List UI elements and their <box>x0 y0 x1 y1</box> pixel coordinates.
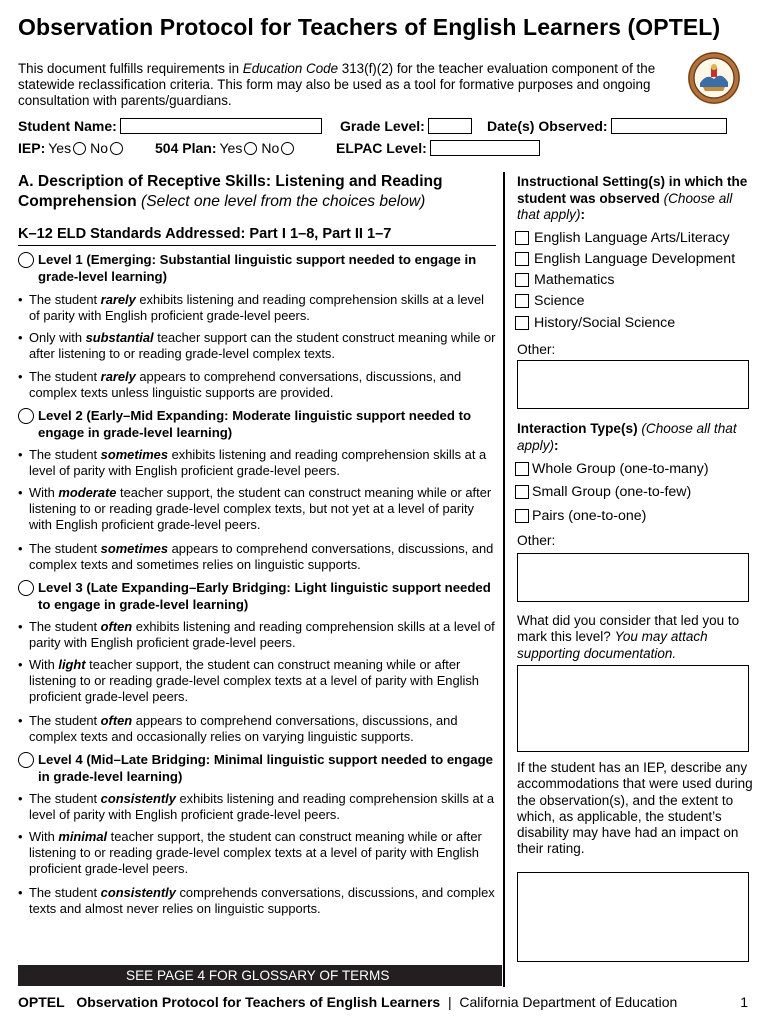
dates-observed-row <box>487 118 727 134</box>
plan504-yes-radio[interactable] <box>244 142 257 155</box>
setting-history-checkbox[interactable] <box>515 316 529 330</box>
student-name-field[interactable] <box>120 118 322 134</box>
plan504-label: 504 Plan: <box>155 140 217 156</box>
interaction-pairs-label: Pairs (one-to-one) <box>532 508 647 524</box>
plan504-yes-label: Yes <box>219 140 243 156</box>
elpac-label: ELPAC Level: <box>336 140 427 156</box>
level-2-radio[interactable] <box>18 408 34 424</box>
setting-science-option[interactable] <box>515 293 584 309</box>
setting-science-label: Science <box>534 293 585 309</box>
instructional-settings-heading: Instructional Setting(s) in which the student was observed (Choose all that apply): <box>517 174 748 222</box>
setting-history-label: History/Social Science <box>534 315 676 331</box>
interaction-type-heading: Interaction Type(s) (Choose all that apply): <box>517 421 737 453</box>
footer-acronym: OPTEL <box>18 994 65 1010</box>
level-4-radio[interactable] <box>18 752 34 768</box>
iep-label: IEP: <box>18 140 46 156</box>
iep-accommodations-prompt: If the student has an IEP, describe any accommodations that were used during the observation(s), and the extent to which, as applicable, the student’s disability may have had an impact on their rating. <box>517 760 753 857</box>
setting-eld-label: English Language Development <box>534 251 736 267</box>
interaction-small-option[interactable] <box>515 484 691 500</box>
interaction-pairs-checkbox[interactable] <box>515 509 529 523</box>
standards-addressed: K–12 ELD Standards Addressed: Part I 1–8, Part II 1–7 <box>18 226 392 242</box>
list-item: • The student consistently comprehends conversations, discussions, and complex texts and almost never relies on linguistic supports. <box>18 885 495 917</box>
level-4-title: Level 4 (Mid–Late Bridging: Minimal linguistic support needed to engage in grade-level learning) <box>38 752 494 784</box>
level-1-option[interactable] <box>18 252 496 285</box>
interaction-whole-checkbox[interactable] <box>515 462 529 476</box>
list-item: • The student sometimes exhibits listening and reading comprehension skills at a level of parity with English proficient grade-level peers. <box>18 447 487 479</box>
level-1-radio[interactable] <box>18 252 34 268</box>
intro-text: This document fulfills requirements in Education Code 313(f)(2) for the teacher evaluation component of the statewide reclassification criteria. This form may also be used as a tool for formative purposes and ongoing consultation with parents/guardians. <box>18 61 656 109</box>
settings-other-label: Other: <box>517 342 556 357</box>
setting-ela-option[interactable] <box>515 230 730 246</box>
elpac-row <box>336 140 540 156</box>
list-item: • With minimal teacher support, the student can construct meaning while or after listening to or reading grade-level complex texts at a level of parity with English proficient grade-level peers. <box>18 829 482 877</box>
list-item: • The student consistently exhibits listening and reading comprehension skills at a level of parity with English proficient grade-level peers. <box>18 791 495 823</box>
footer-separator: | <box>447 994 452 1010</box>
glossary-banner: SEE PAGE 4 FOR GLOSSARY OF TERMS <box>18 965 502 986</box>
footer-doc-title: Observation Protocol for Teachers of English Learners <box>76 994 441 1010</box>
plan504-row <box>155 140 298 156</box>
page-number: 1 <box>740 994 748 1010</box>
list-item: • With light teacher support, the student can construct meaning while or after listening to or reading grade-level complex texts at a level of parity with English proficient grade-level peers. <box>18 657 479 705</box>
dates-observed-field[interactable] <box>611 118 727 134</box>
iep-accommodations-field[interactable] <box>517 872 749 962</box>
list-item: • The student sometimes appears to comprehend conversations, discussions, and complex texts and sometimes relies on linguistic supports. <box>18 541 494 573</box>
grade-level-label: Grade Level: <box>340 118 425 134</box>
setting-science-checkbox[interactable] <box>515 294 529 308</box>
list-item: • The student rarely exhibits listening and reading comprehension skills at a level of parity with English proficient grade-level peers. <box>18 292 485 324</box>
cde-seal-icon <box>687 51 741 105</box>
setting-ela-label: English Language Arts/Literacy <box>534 230 730 246</box>
plan504-no-label: No <box>261 140 280 156</box>
setting-math-label: Mathematics <box>534 272 615 288</box>
interaction-small-checkbox[interactable] <box>515 485 529 499</box>
level-4-option[interactable] <box>18 752 496 785</box>
footer-department: California Department of Education <box>459 994 678 1010</box>
plan504-no-radio[interactable] <box>281 142 294 155</box>
standards-rule <box>18 245 496 246</box>
level-2-option[interactable] <box>18 408 496 441</box>
dates-observed-label: Date(s) Observed: <box>487 118 608 134</box>
list-item: • Only with substantial teacher support can the student construct meaning while or after listening to or reading grade-level complex texts. <box>18 330 496 362</box>
page-title: Observation Protocol for Teachers of English Learners (OPTEL) <box>18 14 721 40</box>
level-3-title: Level 3 (Late Expanding–Early Bridging: Light linguistic support needed to engage in grade-level learning) <box>38 580 491 612</box>
student-name-label: Student Name: <box>18 118 117 134</box>
level-rationale-prompt: What did you consider that led you to mark this level? You may attach supporting documentation. <box>517 613 740 661</box>
iep-no-label: No <box>90 140 108 156</box>
iep-yes-radio[interactable] <box>73 142 86 155</box>
setting-eld-checkbox[interactable] <box>515 252 529 266</box>
level-2-title: Level 2 (Early–Mid Expanding: Moderate linguistic support needed to engage in grade-level learning) <box>38 408 472 440</box>
column-divider <box>503 172 505 987</box>
list-item: • The student often exhibits listening and reading comprehension skills at a level of parity with English proficient grade-level peers. <box>18 619 495 651</box>
level-3-radio[interactable] <box>18 580 34 596</box>
iep-yes-label: Yes <box>48 140 72 156</box>
setting-ela-checkbox[interactable] <box>515 231 529 245</box>
interaction-pairs-option[interactable] <box>515 508 646 524</box>
level-1-title: Level 1 (Emerging: Substantial linguistic support needed to engage in grade-level learning) <box>38 252 477 284</box>
student-name-row <box>18 118 322 134</box>
list-item: • The student rarely appears to comprehend conversations, discussions, and complex texts unless linguistic supports are provided. <box>18 369 462 401</box>
setting-math-option[interactable] <box>515 272 614 288</box>
section-a-heading: A. Description of Receptive Skills: Listening and Reading Comprehension (Select one level from the choices below) <box>18 173 443 210</box>
interaction-other-field[interactable] <box>517 553 749 602</box>
grade-level-field[interactable] <box>428 118 472 134</box>
interaction-whole-label: Whole Group (one-to-many) <box>532 461 709 477</box>
iep-row <box>18 140 127 156</box>
iep-no-radio[interactable] <box>110 142 123 155</box>
elpac-field[interactable] <box>430 140 540 156</box>
list-item: • The student often appears to comprehend conversations, discussions, and complex texts and occasionally relies on varying linguistic supports. <box>18 713 458 745</box>
level-rationale-field[interactable] <box>517 665 749 752</box>
interaction-whole-option[interactable] <box>515 461 709 477</box>
page-footer <box>18 994 748 1010</box>
level-3-option[interactable] <box>18 580 496 613</box>
setting-math-checkbox[interactable] <box>515 273 529 287</box>
interaction-other-label: Other: <box>517 533 556 548</box>
setting-eld-option[interactable] <box>515 251 735 267</box>
interaction-small-label: Small Group (one-to-few) <box>532 484 692 500</box>
setting-history-option[interactable] <box>515 315 675 331</box>
settings-other-field[interactable] <box>517 360 749 409</box>
grade-level-row <box>340 118 472 134</box>
list-item: • With moderate teacher support, the student can construct meaning while or after listening to or reading grade-level complex texts, but not yet at a level of parity with English proficient grade-level peers. <box>18 485 492 533</box>
